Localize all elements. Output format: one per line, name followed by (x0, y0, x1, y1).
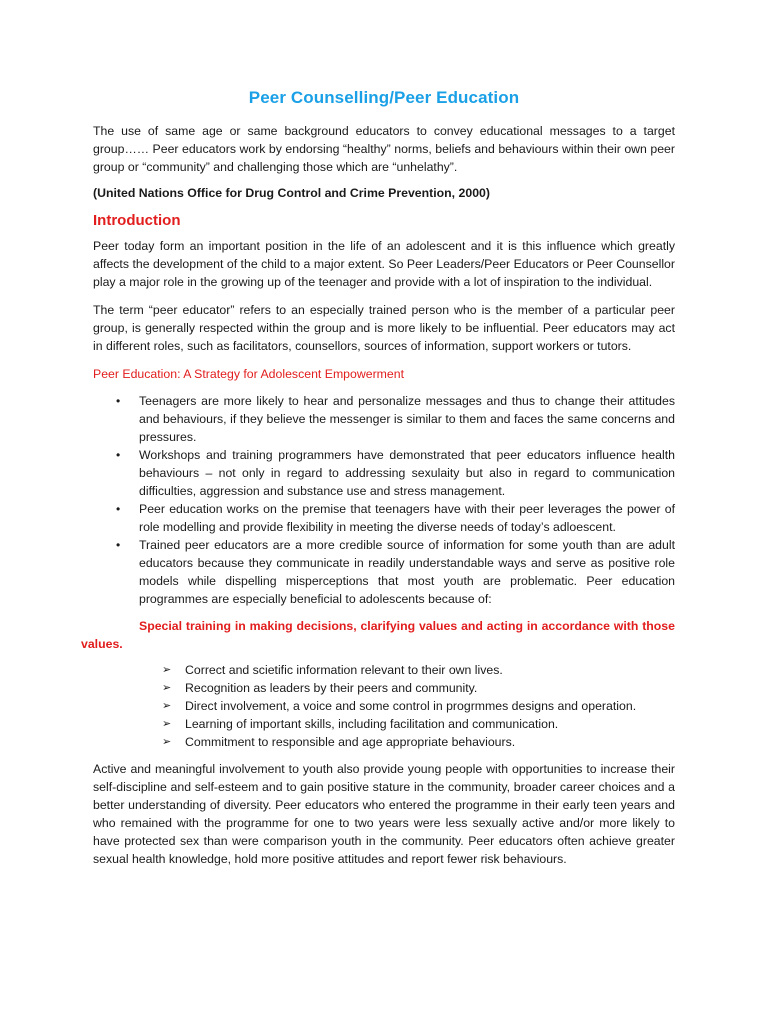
benefit-item (162, 679, 675, 697)
arrow-bullet-icon: ➢ (162, 664, 172, 676)
citation: (United Nations Office for Drug Control and Crime Prevention, 2000) (93, 186, 490, 200)
benefit-text: Learning of important skills, including facilitation and communication. (185, 717, 559, 731)
benefit-text: Correct and scietific information relevant to their own lives. (185, 663, 503, 677)
bullet-icon: • (116, 448, 121, 462)
bullet-item (116, 446, 675, 500)
benefit-text: Commitment to responsible and age appropriate behaviours. (185, 735, 516, 749)
bullet-item (116, 536, 675, 608)
benefits-list (93, 661, 675, 751)
benefit-text: Recognition as leaders by their peers and community. (185, 681, 478, 695)
benefit-item (162, 661, 675, 679)
arrow-bullet-icon: ➢ (162, 736, 172, 748)
strategy-bullet-list (93, 392, 675, 608)
arrow-bullet-icon: ➢ (162, 718, 172, 730)
bullet-text: Workshops and training programmers have demonstrated that peer educators influence health behaviours – not only in regard to addressing sexulaity but also in regard to communication difficulties, aggression and substance use and stress management. (139, 448, 675, 498)
benefit-item (162, 697, 675, 715)
definition-paragraph: The use of same age or same background educators to convey educational messages to a target group…… Peer educators work by endorsing “healthy” norms, beliefs and behaviours within their own peer group or “community” and challenging those which are “unhelathy”. (93, 124, 675, 174)
introduction-heading: Introduction (93, 212, 181, 229)
introduction-paragraph-1: Peer today form an important position in the life of an adolescent and it is this influence which greatly affects the development of the child to a major extent. So Peer Leaders/Peer Educators or Peer Counsellor play a major role in the growing up of the teenager and provide with a lot of inspiration to the individual. (93, 239, 675, 289)
arrow-bullet-icon: ➢ (162, 700, 172, 712)
bullet-icon: • (116, 502, 121, 516)
bullet-item (116, 392, 675, 446)
document-page (81, 88, 675, 868)
benefit-item (162, 715, 675, 733)
bullet-item (116, 500, 675, 536)
document-title: Peer Counselling/Peer Education (248, 88, 520, 107)
strategy-heading: Peer Education: A Strategy for Adolescent Empowerment (93, 367, 405, 381)
closing-paragraph: Active and meaningful involvement to youth also provide young people with opportunities to increase their self-discipline and self-esteem and to gain positive stature in the community, broader career choices and a better understanding of diversity. Peer educators who entered the programme in their early teen years and who remained with the programme for one to two years were less sexually active and/or more likely to have protected sex than were comparison youth in the community. Peer educators often achieve greater sexual health knowledge, hold more positive attitudes and report fewer risk behaviours. (93, 762, 675, 866)
benefit-text: Direct involvement, a voice and some control in progrmmes designs and operation. (185, 699, 637, 713)
bullet-text: Peer education works on the premise that teenagers have with their peer leverages the power of role modelling and provide flexibility in meeting the diverse needs of today’s adloescent. (139, 502, 675, 534)
benefit-item (162, 733, 675, 751)
arrow-bullet-icon: ➢ (162, 682, 172, 694)
bullet-text: Trained peer educators are a more credible source of information for some youth than are adult educators because they communicate in readily understandable ways and serve as positive role models while dispelling misperceptions that most youth are problematic. Peer education programmes are especially beneficial to adolescents because of: (139, 538, 675, 606)
special-training-heading: Special training in making decisions, clarifying values and acting in accordance with those values. (81, 619, 675, 651)
introduction-paragraph-2: The term “peer educator” refers to an especially trained person who is the member of a particular peer group, is generally respected within the group and is more likely to be influential. Peer educators may act in different roles, such as facilitators, counsellors, sources of information, support workers or tutors. (93, 303, 675, 353)
bullet-icon: • (116, 538, 121, 552)
bullet-icon: • (116, 394, 121, 408)
bullet-text: Teenagers are more likely to hear and personalize messages and thus to change their attitudes and behaviours, if they believe the messenger is similar to them and faces the same concerns and pressures. (139, 394, 675, 444)
